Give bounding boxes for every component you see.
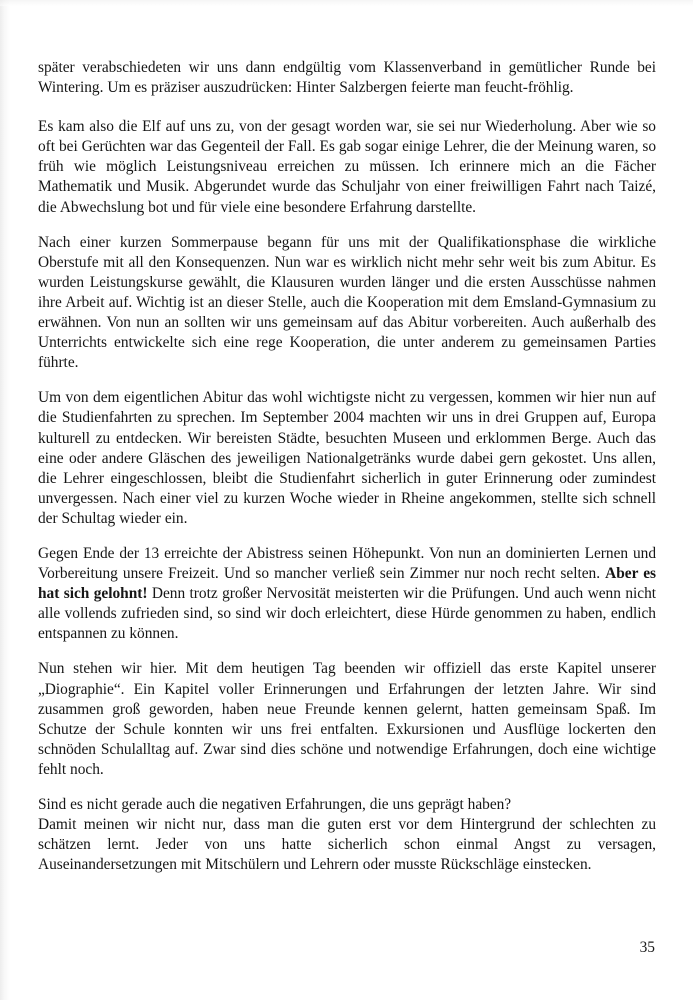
- page-number: 35: [639, 939, 655, 956]
- paragraph-abistress: [38, 544, 656, 644]
- paragraph-continuation: später verabschiedeten wir uns dann endgültig vom Klassenverband in gemütlicher Runde bei Wintering. Um es präziser auszudrücken: Hinter Salzbergen feierte man feucht-fröhlig.: [38, 59, 656, 97]
- paragraph-studienfahrten: Um von dem eigentlichen Abitur das wohl wichtigste nicht zu vergessen, kommen wir hier nun auf die Studienfahrten zu sprechen. Im September 2004 machten wir uns in drei Gruppen auf, Europa kulturell zu entdecken. Wir bereisten Städte, besuchten Museen und erklommen Berge. Auch das eine oder andere Gläschen des jeweiligen Nationalgetränks wurde dabei gern gekostet. Uns allen, die Lehrer eingeschlossen, bleibt die Studienfahrt sicherlich in guter Erinnerung oder zumindest unvergessen. Nach einer viel zu kurzen Woche wieder in Rheine angekommen, stellte sich schnell der Schultag wieder ein.: [38, 389, 656, 527]
- page-body-text: [38, 58, 656, 875]
- paragraph-abistress-part-one: Gegen Ende der 13 erreichte der Abistress seinen Höhepunkt. Von nun an dominierten Lernen und Vorbereitung unsere Freizeit. Und so mancher verließ sein Zimmer nur noch recht selten.: [38, 544, 656, 583]
- paragraph-diographie: Nun stehen wir hier. Mit dem heutigen Tag beenden wir offiziell das erste Kapitel unserer „Diographie“. Ein Kapitel voller Erinnerungen und Erfahrungen der letzten Jahre. Wir sind zusammen groß geworden, haben neue Freunde kennen gelernt, hatten gemeinsam Spaß. Im Schutze der Schule konnten wir uns frei entfalten. Exkursionen und Ausflüge lockerten den schnöden Schulalltag auf. Zwar sind dies schöne und notwendige Erfahrungen, doch eine wichtige fehlt noch.: [38, 660, 656, 778]
- paragraph-negative-erfahrungen-question: Sind es nicht gerade auch die negativen Erfahrungen, die uns geprägt haben?: [38, 796, 512, 813]
- paragraph-abistress-part-two: Denn trotz großer Nervosität meisterten wir die Prüfungen. Und auch wenn nicht alle vollends zufrieden sind, so sind wir doch erleichtert, diese Hürde genommen zu haben, endlich entspannen zu können.: [38, 585, 656, 643]
- emphasis-aber-es-hat-sich-gelohnt: Aber es hat sich gelohnt!: [38, 565, 657, 603]
- paragraph-negative-erfahrungen-body: Damit meinen wir nicht nur, dass man die guten erst vor dem Hintergrund der schlechten zu schätzen lernt. Jeder von uns hatte sicherlich schon einmal Angst zu versagen, Auseinandersetzungen mit Mitschülern und Lehrern oder musste Rückschläge einstecken.: [38, 816, 656, 874]
- paragraph-negative-erfahrungen: [38, 795, 656, 875]
- paragraph-elf-jahrgang: Es kam also die Elf auf uns zu, von der gesagt worden war, sie sei nur Wiederholung. Aber wie so oft bei Gerüchten war das Gegenteil der Fall. Es gab sogar einige Lehrer, die der Meinung waren, so früh wie möglich Leistungsniveau erreichen zu müssen. Ich erinnere mich an die Fächer Mathematik und Musik. Abgerundet wurde das Schuljahr von einer freiwilligen Fahrt nach Taizé, die Abwechslung bot und für viele eine besondere Erfahrung darstellte.: [38, 118, 656, 216]
- paragraph-qualifikationsphase: Nach einer kurzen Sommerpause begann für uns mit der Qualifikationsphase die wirkliche Oberstufe mit all den Konsequenzen. Nun war es wirklich nicht mehr sehr weit bis zum Abitur. Es wurden Leistungskurse gewählt, die Klausuren wurden länger und die ersten Ausschüsse nahmen ihre Arbeit auf. Wichtig ist an dieser Stelle, auch die Kooperation mit dem Emsland-Gymnasium zu erwähnen. Von nun an sollten wir uns gemeinsam auf das Abitur vorbereiten. Auch außerhalb des Unterrichts entwickelte sich eine rege Kooperation, die unter anderem zu gemeinsamen Parties führte.: [38, 233, 656, 372]
